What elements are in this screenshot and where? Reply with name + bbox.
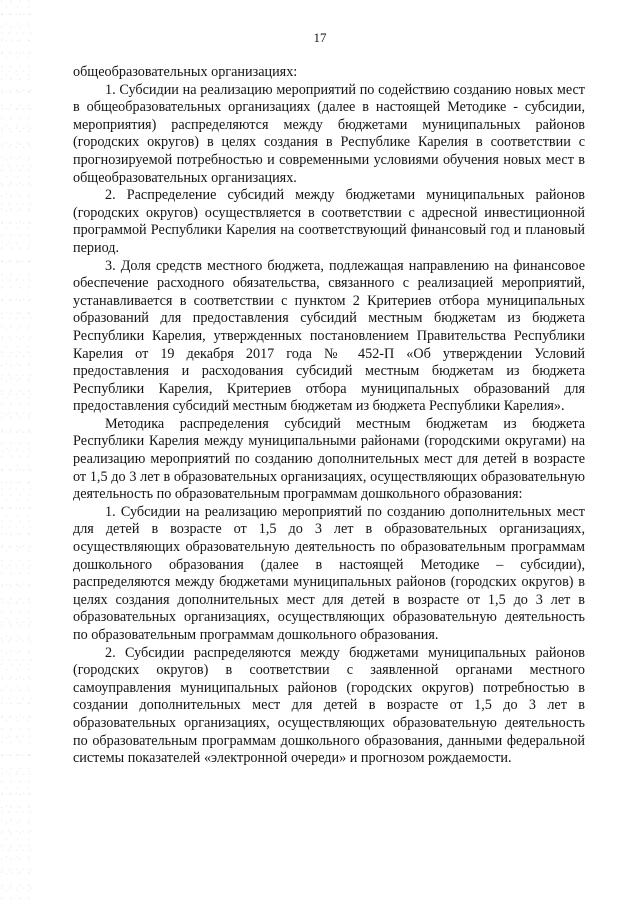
paragraph-item-2-preschool-distribution: 2. Субсидии распределяются между бюджетами муниципальных районов (городских округов) в соответствии с заявленной органами местного самоуправления муниципальных районов (городских округов) потребностью в создании дополнительных мест для детей в возрасте от 1,5 до 3 лет в образовательных организациях, осуществляющих образовательную деятельность по образовательным программам дошкольного образования, данными федеральной системы показателей «электронной очереди» и прогнозом рождаемости. <box>73 644 585 767</box>
paragraph-continuation: общеобразовательных организациях: <box>73 64 298 80</box>
document-body <box>73 64 585 768</box>
paragraph-methodology-heading: Методика распределения субсидий местным бюджетам из бюджета Республики Карелия между муниципальными районами (городскими округами) на реализацию мероприятий по созданию дополнительных мест для детей в возрасте от 1,5 до 3 лет в образовательных организациях, осуществляющих образовательную деятельность по образовательным программам дошкольного образования: <box>73 415 585 503</box>
paragraph-item-1-new-places: 1. Субсидии на реализацию мероприятий по содействию созданию новых мест в общеобразовательных организациях (далее в настоящей Методике - субсидии, мероприятия) распределяются между бюджетами муниципальных районов (городских округов) в целях создания в Республике Карелия в соответствии с прогнозируемой потребностью и современными условиями обучения новых мест в общеобразовательных организациях. <box>73 81 585 186</box>
paragraph-item-3-local-budget-share: 3. Доля средств местного бюджета, подлежащая направлению на финансовое обеспечение расходного обязательства, связанного с реализацией мероприятий, устанавливается в соответствии с пунктом 2 Критериев отбора муниципальных образований для предоставления субсидий местным бюджетам из бюджета Республики Карелия, утвержденных постановлением Правительства Республики Карелия от 19 декабря 2017 года № 452-П «Об утверждении Условий предоставления и расходования субсидий местным бюджетам из бюджета Республики Карелия, Критериев отбора муниципальных образований для предоставления субсидий местным бюджетам из бюджета Республики Карелия». <box>73 257 585 415</box>
paragraph-item-1-preschool-places: 1. Субсидии на реализацию мероприятий по созданию дополнительных мест для детей в возрасте от 1,5 до 3 лет в образовательных организациях, осуществляющих образовательную деятельность по образовательным программам дошкольного образования (далее в настоящей Методике – субсидии), распределяются между бюджетами муниципальных районов (городских округов) в целях создания дополнительных мест для детей в возрасте от 1,5 до 3 лет в образовательных организациях, осуществляющих образовательную деятельность по образовательным программам дошкольного образования. <box>73 503 585 643</box>
page-number: 17 <box>313 30 327 45</box>
scan-edge-noise <box>0 0 34 905</box>
paragraph-item-2-distribution: 2. Распределение субсидий между бюджетами муниципальных районов (городских округов) осуществляется в соответствии с адресной инвестиционной программой Республики Карелия на соответствующий финансовый год и плановый период. <box>73 187 585 256</box>
